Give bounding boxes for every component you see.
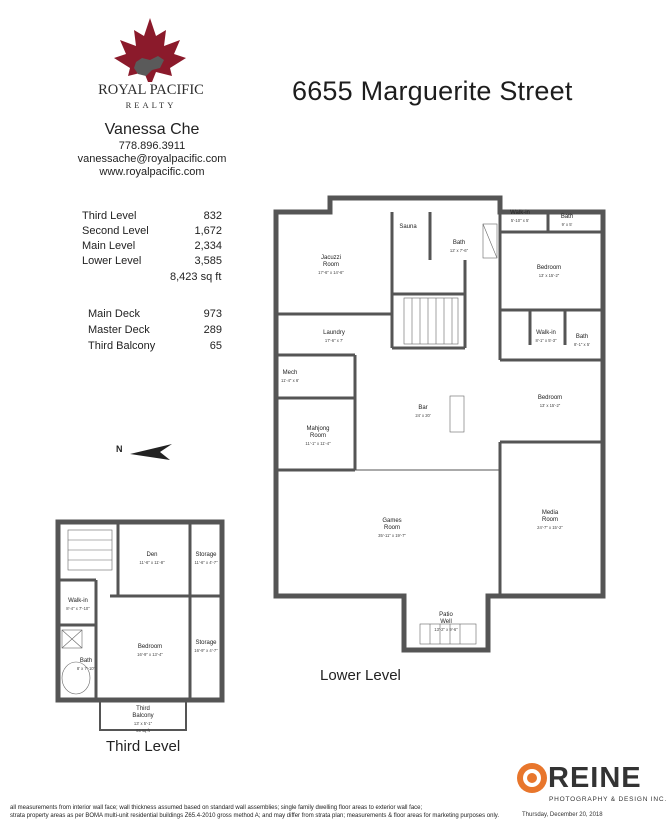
room-name: Balcony: [132, 713, 154, 719]
room-dim: 11'-6" x 11'-8": [139, 560, 165, 565]
room-label: [535, 330, 556, 344]
room-dim: 11'-1" x 11'-4": [305, 441, 331, 446]
room-name: Bath: [560, 214, 574, 220]
room-label: [399, 224, 416, 231]
room-name: Sauna: [399, 224, 417, 230]
third-level-label: Third Level: [106, 738, 181, 755]
outdoor-label: Master Deck: [88, 324, 150, 336]
room-name: Bedroom: [536, 265, 562, 271]
room-dim: 8' x 7'-10": [76, 666, 96, 671]
outdoor-value: 973: [203, 308, 222, 320]
area-value: 2,334: [194, 240, 222, 252]
plan-date: Thursday, December 20, 2018: [522, 812, 603, 818]
room-name: Den: [146, 552, 158, 558]
room-label: [450, 240, 468, 254]
room-name: Walk-in: [536, 330, 556, 336]
outdoor-value: 289: [203, 324, 222, 336]
room-name: Jacuzzi: [320, 255, 342, 261]
room-name: Patio: [439, 612, 453, 618]
room-name: Laundry: [323, 330, 345, 336]
room-label: [305, 426, 330, 447]
room-name: Third: [136, 706, 150, 712]
photographer-name: REINE: [548, 762, 642, 794]
room-dim: 13'-2" x 9'-6": [434, 627, 458, 632]
area-label: Second Level: [82, 225, 149, 237]
room-dim: 11'-6" x 4'-7": [194, 560, 218, 565]
footnote-line: strata property areas as per BOMA multi-unit residential buildings Z65.4-2010 gross method A; and may differ from strata plan; measurements & floor areas for marketing purposes only.: [10, 813, 500, 819]
room-dim: 13' x 15'-2": [538, 273, 560, 278]
north-label: N: [116, 444, 123, 454]
room-dim: 17'-6" x 7': [324, 338, 344, 343]
room-dim: 17'-6" x 14'-6": [318, 270, 344, 275]
room-label: [537, 510, 563, 531]
room-name: Room: [322, 262, 340, 268]
room-name: Games: [382, 518, 402, 524]
footnote: [10, 804, 570, 820]
footnote-line: all measurements from interior wall face; wall thickness assumed based on standard wall assemblies; single family dwelling floor areas to exterior wall face;: [10, 805, 423, 811]
room-dim: 24' x 20': [415, 413, 431, 418]
room-dim: 24'-7" x 15'-2": [537, 525, 563, 530]
room-label: [77, 658, 95, 672]
room-name: Mech: [282, 370, 298, 376]
brand-name: ROYAL PACIFIC: [98, 82, 204, 98]
room-name: Bath: [575, 334, 589, 340]
area-label: Lower Level: [82, 255, 142, 267]
room-dim: 8'-1" x 5': [574, 342, 590, 347]
room-label: [66, 598, 89, 612]
room-label: [139, 552, 164, 566]
outdoor-label: Third Balcony: [88, 340, 156, 352]
room-dim: 8'-4" x 7'-10": [66, 606, 90, 611]
area-label: Third Level: [82, 210, 137, 222]
agent-website[interactable]: www.royalpacific.com: [99, 166, 205, 178]
room-name: Storage: [195, 640, 217, 646]
room-label: [434, 612, 457, 633]
area-value: 832: [203, 210, 222, 222]
room-name: Bedroom: [537, 395, 563, 401]
area-label: Main Level: [82, 240, 136, 252]
room-label: [194, 552, 217, 566]
room-dim: 13' x 5'-1": [133, 721, 153, 726]
area-total: 8,423 sq ft: [170, 271, 222, 283]
room-dim: 16'-9" x 4'-7": [194, 648, 218, 653]
photographer-sub: PHOTOGRAPHY & DESIGN INC.: [549, 796, 667, 803]
room-label: [137, 644, 163, 658]
lower-level-label: Lower Level: [320, 667, 401, 684]
room-dim: 35'-11" x 19'-7": [378, 533, 406, 538]
room-label: [537, 265, 561, 279]
room-dim: 12' x 7'-6": [449, 248, 469, 253]
room-name: Mahjong: [306, 426, 330, 432]
room-name: Walk-in: [510, 210, 530, 216]
outdoor-value: 65: [209, 340, 222, 352]
room-label: [574, 334, 590, 348]
room-label: [538, 395, 562, 409]
room-label: [132, 706, 153, 734]
outdoor-label: Main Deck: [88, 308, 140, 320]
area-value: 1,672: [194, 225, 222, 237]
room-name: Room: [383, 525, 400, 531]
room-label: [323, 330, 345, 344]
agent-email[interactable]: vanessache@royalpacific.com: [77, 153, 227, 165]
room-dim: 16'-9" x 13'-4": [137, 652, 163, 657]
room-name: Media: [541, 510, 559, 516]
room-name: Bar: [418, 405, 428, 411]
room-label: [281, 370, 299, 384]
room-dim: 9' x 5': [561, 222, 573, 227]
room-name: Room: [541, 517, 559, 523]
room-name: Bedroom: [137, 644, 163, 650]
agent-name: Vanessa Che: [104, 121, 200, 138]
brand-sub: REALTY: [125, 100, 177, 110]
room-dim: 13' x 15'-2": [539, 403, 561, 408]
room-label: [194, 640, 217, 654]
room-name: Storage: [195, 552, 217, 558]
room-label: [510, 210, 530, 224]
area-value: 3,585: [194, 255, 222, 267]
room-name: Well: [440, 619, 452, 625]
page-title: 6655 Marguerite Street: [292, 76, 573, 106]
room-name: Room: [309, 433, 327, 439]
room-label: [415, 405, 430, 419]
room-label: [561, 214, 573, 228]
room-area: 65 sq ft: [136, 728, 150, 733]
room-label: [318, 255, 344, 276]
room-name: Bath: [452, 240, 466, 246]
room-dim: 8'-1" x 5'-3": [535, 338, 557, 343]
room-name: Bath: [79, 658, 93, 664]
room-dim: 11'-4" x 6': [281, 378, 299, 383]
room-label: [378, 518, 406, 539]
room-name: Walk-in: [68, 598, 88, 604]
room-dim: 5'-10" x 5': [510, 218, 530, 223]
agent-phone: 778.896.3911: [118, 140, 186, 152]
